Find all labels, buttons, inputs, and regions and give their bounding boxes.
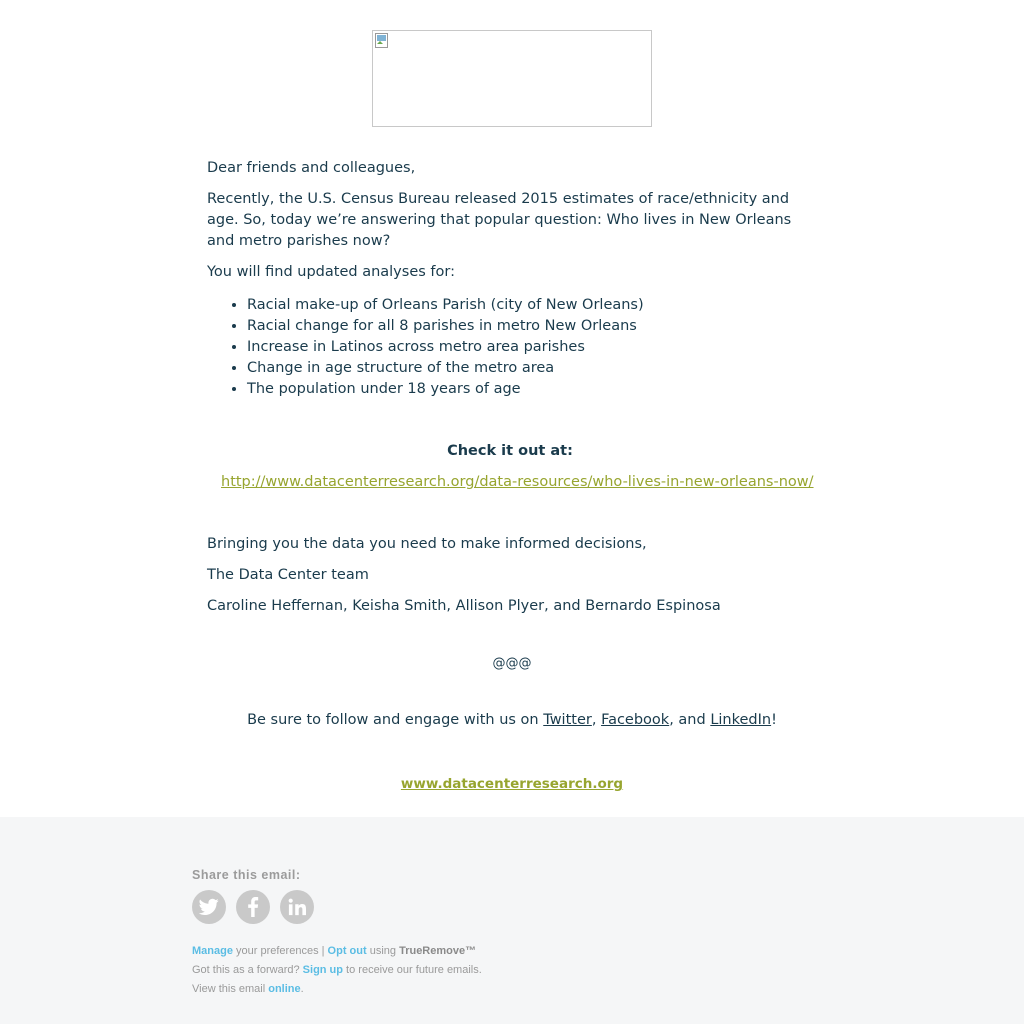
manage-link[interactable]: Manage xyxy=(192,945,233,957)
linkedin-link[interactable]: LinkedIn xyxy=(710,712,772,728)
list-item: • The population under 18 years of age xyxy=(247,379,817,400)
online-link[interactable]: online xyxy=(268,983,301,995)
future-emails-text: to receive our future emails. xyxy=(343,964,482,976)
facebook-link[interactable]: Facebook xyxy=(601,712,670,728)
email-content xyxy=(207,158,817,400)
list-intro: You will find updated analyses for: xyxy=(207,264,455,280)
greeting: Dear friends and colleagues, xyxy=(207,160,416,176)
list-item: • Racial change for all 8 parishes in metro New Orleans xyxy=(247,316,817,337)
sign-up-link[interactable]: Sign up xyxy=(302,964,343,976)
forward-line xyxy=(192,964,482,976)
signoff xyxy=(207,534,721,627)
follow-suffix: ! xyxy=(771,712,777,728)
trueremove-label: TrueRemove™ xyxy=(399,945,477,957)
header-image xyxy=(372,30,652,127)
linkedin-in-glyph xyxy=(288,898,306,916)
names-line: Caroline Heffernan, Keisha Smith, Allison Plyer, and Bernardo Espinosa xyxy=(207,598,721,614)
preferences-text: your preferences | xyxy=(232,945,328,957)
opt-out-link[interactable]: Opt out xyxy=(327,945,367,957)
team-line: The Data Center team xyxy=(207,567,369,583)
website-line xyxy=(0,776,1024,792)
twitter-icon[interactable] xyxy=(192,890,226,924)
twitter-bird-glyph xyxy=(199,898,219,916)
facebook-icon[interactable] xyxy=(236,890,270,924)
twitter-link[interactable]: Twitter xyxy=(543,712,592,728)
list-item: • Change in age structure of the metro area xyxy=(247,358,817,379)
list-item: • Increase in Latinos across metro area parishes xyxy=(247,337,817,358)
intro-paragraph: Recently, the U.S. Census Bureau released 2015 estimates of race/ethnicity and age. So, today we’re answering that popular question: Who lives in New Orleans and metro parishes now? xyxy=(207,191,792,249)
view-text: View this email xyxy=(192,983,269,995)
analyses-list xyxy=(207,295,817,400)
facebook-f-glyph xyxy=(247,897,259,917)
linkedin-icon[interactable] xyxy=(280,890,314,924)
website-link[interactable]: www.datacenterresearch.org xyxy=(400,776,624,792)
signoff-line: Bringing you the data you need to make informed decisions, xyxy=(207,536,647,552)
follow-prefix: Be sure to follow and engage with us on xyxy=(247,712,544,728)
broken-image-icon xyxy=(375,33,389,49)
follow-line xyxy=(0,712,1024,728)
email-footer xyxy=(0,817,1024,1024)
follow-comma: , xyxy=(591,712,602,728)
forward-text: Got this as a forward? xyxy=(192,964,303,976)
preferences-line xyxy=(192,945,476,957)
using-text: using xyxy=(366,945,400,957)
view-period: . xyxy=(300,983,304,995)
list-item: • Racial make-up of Orleans Parish (city of New Orleans) xyxy=(247,295,817,316)
check-heading: Check it out at: xyxy=(447,443,573,459)
separator: @@@ xyxy=(492,656,532,671)
follow-and: , and xyxy=(669,712,711,728)
share-label: Share this email: xyxy=(192,868,301,882)
article-link[interactable]: http://www.datacenterresearch.org/data-resources/who-lives-in-new-orleans-now/ xyxy=(221,474,814,490)
view-online-line xyxy=(192,983,304,995)
